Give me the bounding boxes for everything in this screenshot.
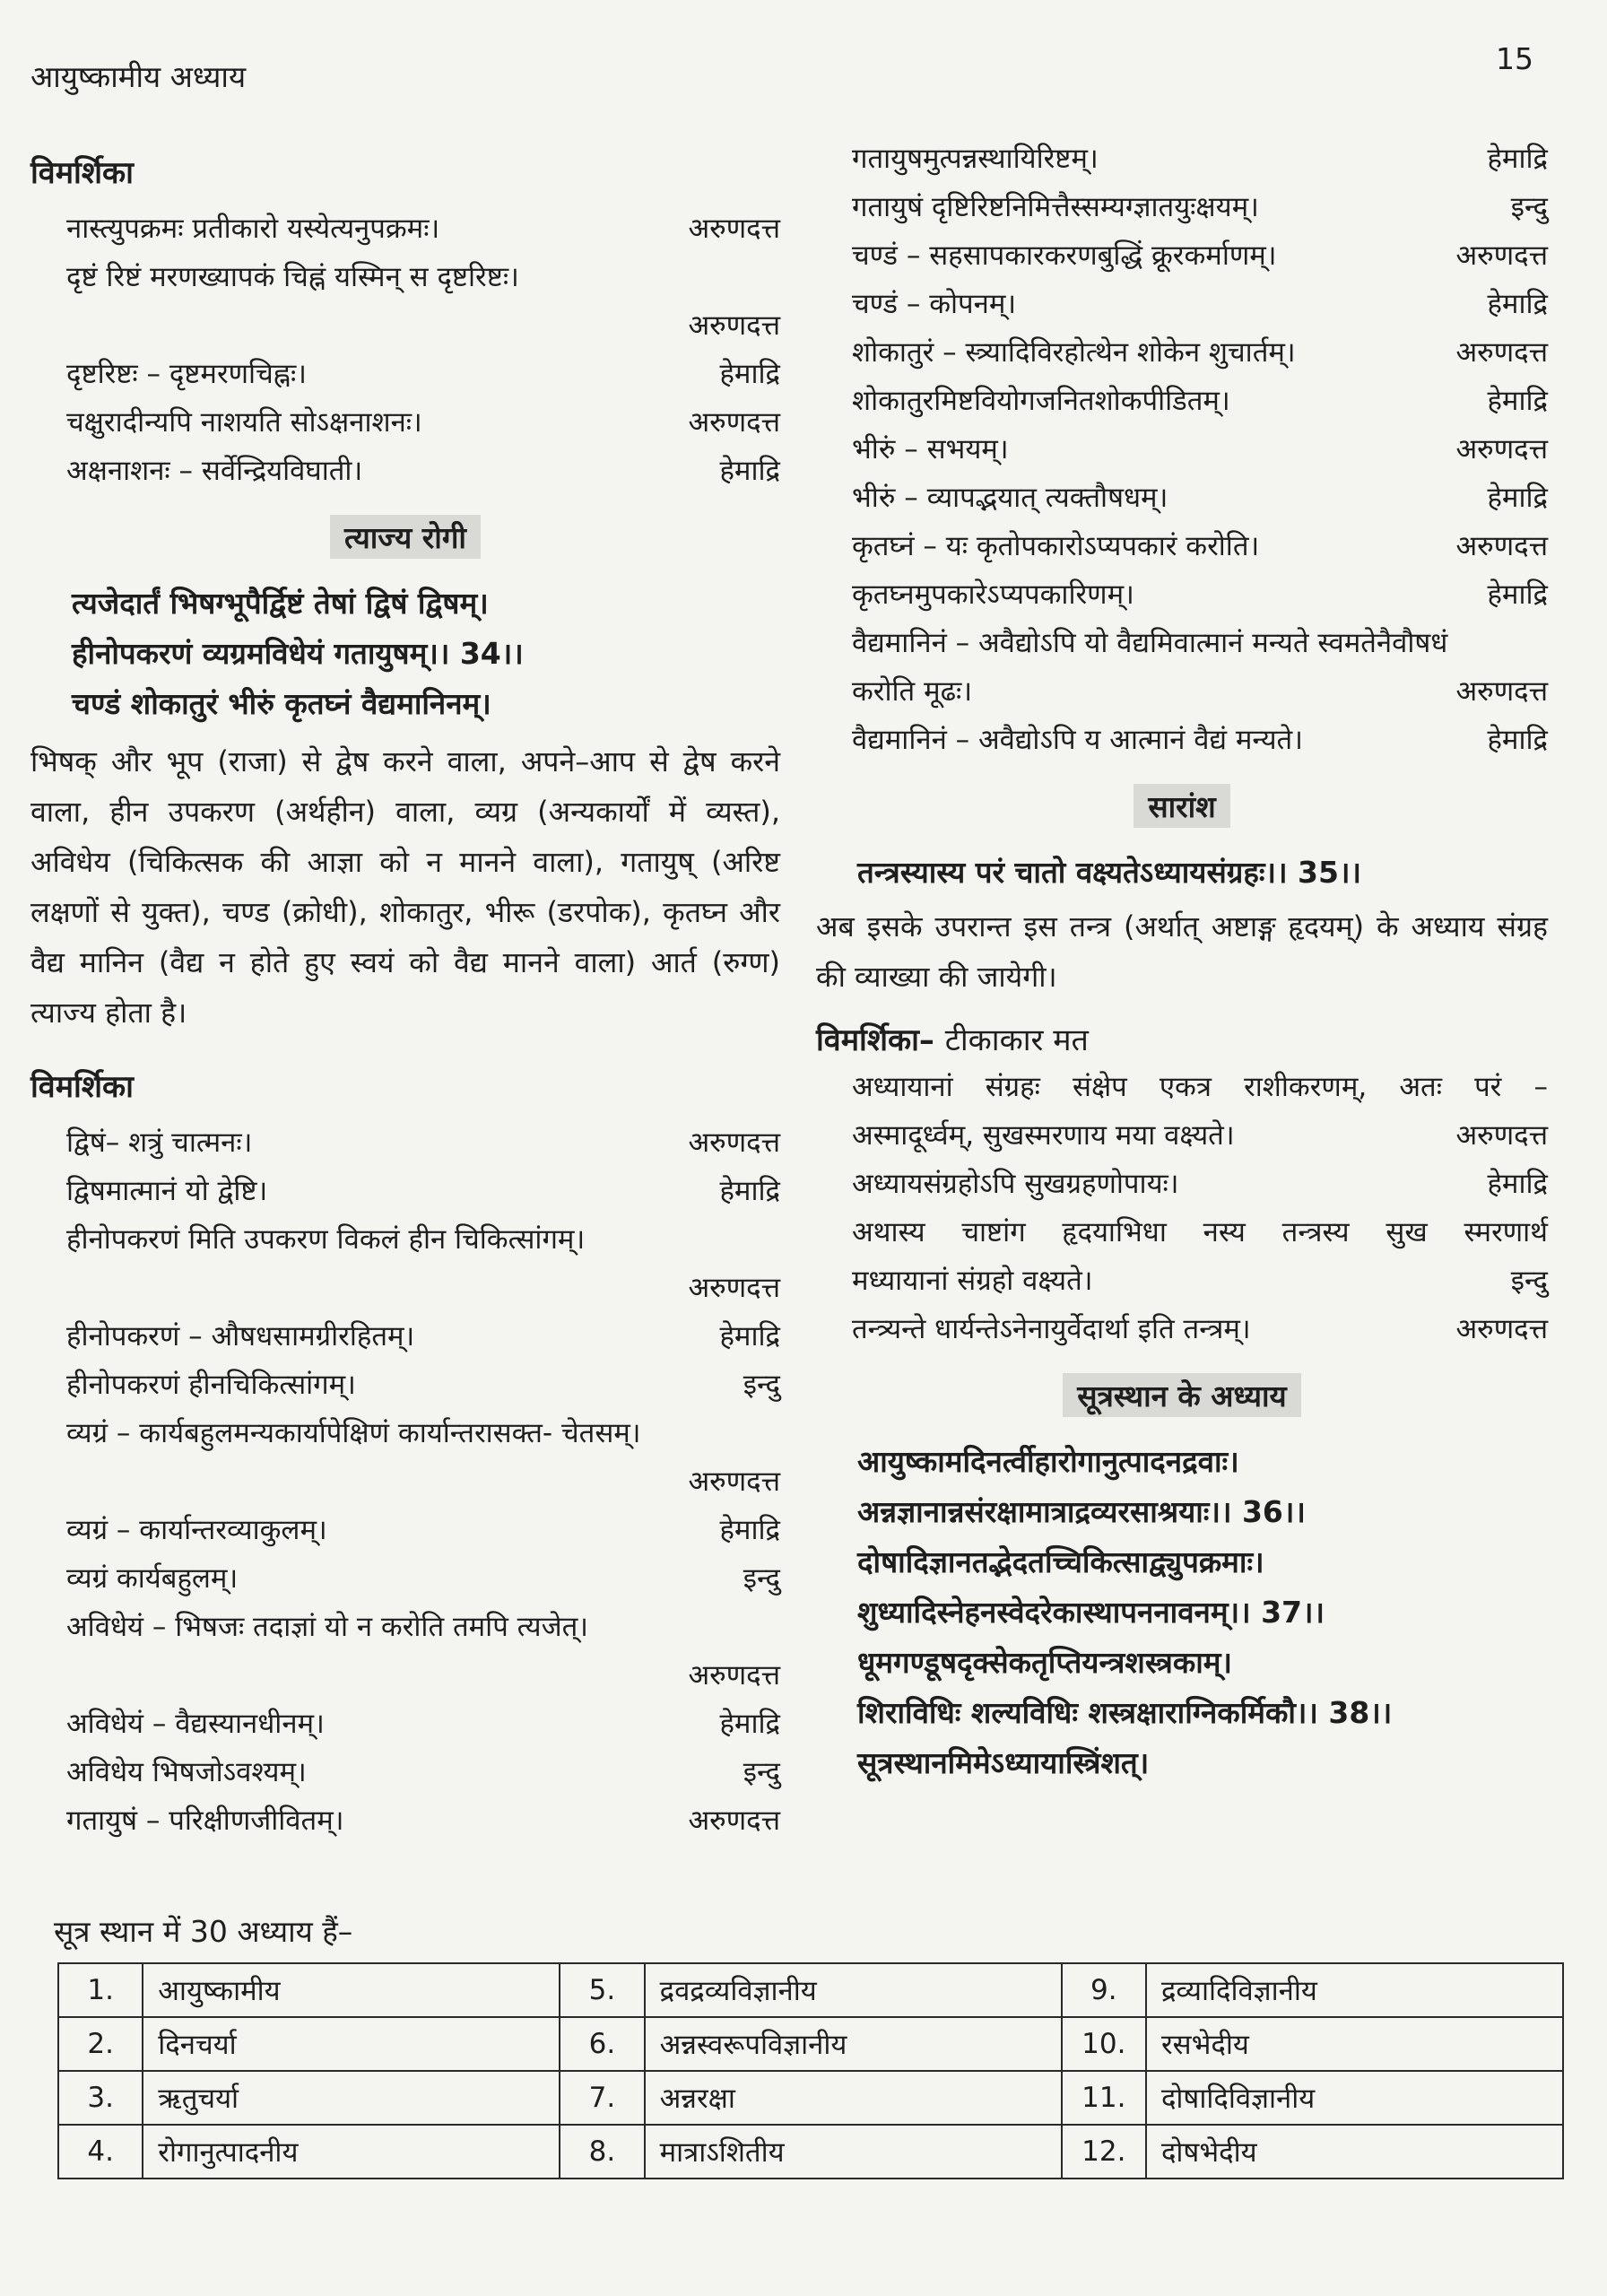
chapter-number: 1. — [58, 1963, 143, 2017]
commentator: अरुणदत्त — [1455, 675, 1548, 708]
commentary-line: गतायुषं दृष्टिरिष्टनिमित्तैस्सम्यग्ज्ञातयुःक्षयम्। इन्दु — [816, 183, 1548, 231]
commentary-line: करोति मूढः। अरुणदत्त — [816, 667, 1548, 716]
commentator: अरुणदत्त — [688, 1659, 780, 1692]
hindi-translation: भिषक् और भूप (राजा) से द्वेष करने वाला, अपने–आप से द्वेष करने वाला, हीन उपकरण (अर्थहीन) वाला, व्यग्र (अन्यकार्यों में व्यस्त), अविधेय (चिकित्सक की आज्ञा को न मानने वाला), गतायुष् (अरिष्ट लक्षणों से युक्त), चण्ड (क्रोधी), शोकातुर, भीरू (डरपोक), कृतघ्न और वैद्य मानिन (वैद्य न होते हुए स्वयं को वैद्य मानने वाला) आर्त (रुग्ण) त्याज्य होता है। — [30, 744, 780, 1030]
vimarshika-heading: विमर्शिका — [30, 1069, 134, 1105]
commentary-line: अविधेयं – भिषजः तदाज्ञां यो न करोति तमपि त्यजेत्। — [66, 1611, 589, 1643]
section-heading — [816, 1373, 1548, 1417]
verse-line: हीनोपकरणं व्यग्रमविधेयं गतायुषम्।। 34।। — [72, 636, 524, 671]
commentary-line: गतायुषमुत्पन्नस्थायिरिष्टम्। हेमाद्रि — [816, 135, 1548, 183]
commentary-line: अविधेयं – वैद्यस्यानधीनम्। हेमाद्रि — [30, 1700, 780, 1748]
commentary-line: गतायुषं – परिक्षीणजीवितम्। अरुणदत्त — [30, 1796, 780, 1845]
commentary-line: अविधेय भिषजोऽवश्यम्। इन्दु — [30, 1748, 780, 1796]
chapter-name: द्रवद्रव्यविज्ञानीय — [645, 1963, 1062, 2017]
commentator: अरुणदत्त — [1455, 336, 1548, 369]
chapter-name: दोषादिविज्ञानीय — [1146, 2071, 1563, 2125]
section-heading — [30, 515, 780, 559]
chapter-number: 3. — [58, 2071, 143, 2125]
commentator: अरुणदत्त — [1455, 1313, 1548, 1345]
chapter-number: 6. — [560, 2017, 644, 2071]
table-row — [58, 1963, 1563, 2017]
chapter-name: ऋतुचर्या — [143, 2071, 560, 2125]
commentary-line: शोकातुरमिष्टवियोगजनितशोकपीडितम्। हेमाद्रि — [816, 377, 1548, 425]
verse-line: सूत्रस्थानमिमेऽध्यायास्त्रिंशत्। — [857, 1745, 1150, 1780]
right-column — [816, 135, 1548, 1788]
commentary-line: चण्डं – कोपनम्। हेमाद्रि — [816, 280, 1548, 328]
commentary-line: कृतघ्नं – यः कृतोपकारोऽप्यपकारं करोति। अरुणदत्त — [816, 522, 1548, 570]
commentator: अरुणदत्त — [1455, 1119, 1548, 1152]
commentary-line: तन्त्र्यन्ते धार्यन्तेऽनेनायुर्वेदार्था इति तन्त्रम्। अरुणदत्त — [816, 1305, 1548, 1353]
chapter-name: रोगानुत्पादनीय — [143, 2125, 560, 2179]
verse-line: आयुष्कामदिनर्त्वीहारोगानुत्पादनद्रवाः। — [857, 1444, 1239, 1479]
chapter-name: अन्नरक्षा — [645, 2071, 1062, 2125]
table-intro: सूत्र स्थान में 30 अध्याय हैं– — [54, 1914, 353, 1949]
commentator: अरुणदत्त — [688, 309, 780, 342]
commentary-line: अध्यायानां संग्रहः संक्षेप एकत्र राशीकरणम्, अतः परं – — [852, 1071, 1548, 1103]
chapter-number: 11. — [1062, 2071, 1146, 2125]
commentator: इन्दु — [743, 1562, 780, 1595]
commentator: अरुणदत्त — [688, 1272, 780, 1304]
commentator: हेमाद्रि — [719, 358, 780, 390]
commentator: हेमाद्रि — [1487, 724, 1548, 756]
commentary-line: वैद्यमानिनं – अवैद्योऽपि यो वैद्यमिवात्मानं मन्यते स्वमतेनैवौषधं — [852, 627, 1448, 659]
chapter-name: आयुष्कामीय — [143, 1963, 560, 2017]
chapter-name: अन्नस्वरूपविज्ञानीय — [645, 2017, 1062, 2071]
commentator: अरुणदत्त — [688, 1126, 780, 1159]
commentator: हेमाद्रि — [719, 1708, 780, 1740]
chapter-name: रसभेदीय — [1146, 2017, 1563, 2071]
commentary-line: व्यग्रं – कार्यान्तरव्याकुलम्। हेमाद्रि — [30, 1506, 780, 1554]
saransh-heading: सारांश — [1134, 784, 1229, 828]
commentary-line: दृष्टं रिष्टं मरणख्यापकं चिह्नं यस्मिन् स दृष्टरिष्टः। — [66, 261, 519, 293]
chapter-number: 12. — [1062, 2125, 1146, 2179]
commentator: हेमाद्रि — [719, 1320, 780, 1352]
commentator: अरुणदत्त — [1455, 239, 1548, 272]
sutrasthana-heading: सूत्रस्थान के अध्याय — [1063, 1373, 1300, 1417]
chapter-number: 2. — [58, 2017, 143, 2071]
verse-line: त्यजेदार्तं भिषग्भूपैर्द्विष्टं तेषां द्विषं द्विषम्। — [72, 586, 489, 621]
page-number: 15 — [1496, 41, 1533, 76]
chapter-name: दिनचर्या — [143, 2017, 560, 2071]
left-column — [30, 151, 780, 1845]
table-row — [58, 2017, 1563, 2071]
commentator: हेमाद्रि — [719, 1514, 780, 1546]
commentator: इन्दु — [743, 1756, 780, 1788]
commentator: हेमाद्रि — [1487, 578, 1548, 611]
commentary-line: मध्यायानां संग्रहो वक्ष्यते। इन्दु — [816, 1257, 1548, 1305]
commentary-line: अक्षनाशनः – सर्वेन्द्रियविघाती। हेमाद्रि — [30, 447, 780, 495]
commentary-line: भीरुं – सभयम्। अरुणदत्त — [816, 425, 1548, 474]
commentary-line: हीनोपकरणं मिति उपकरण विकलं हीन चिकित्सांगम्। — [66, 1223, 586, 1256]
commentary-line: व्यग्रं कार्यबहुलम्। इन्दु — [30, 1554, 780, 1603]
commentary-line: हीनोपकरणं – औषधसामग्रीरहितम्। हेमाद्रि — [30, 1312, 780, 1361]
commentary-line: कृतघ्नमुपकारेऽप्यपकारिणम्। हेमाद्रि — [816, 570, 1548, 619]
chapter-number: 10. — [1062, 2017, 1146, 2071]
chapter-number: 7. — [560, 2071, 644, 2125]
commentary-line: चक्षुरादीन्यपि नाशयति सोऽक्षनाशनः। अरुणदत्त — [30, 398, 780, 447]
hindi-translation: अब इसके उपरान्त इस तन्त्र (अर्थात् अष्टाङ्ग हृदयम्) के अध्याय संग्रह की व्याख्या की जायेगी। — [816, 909, 1548, 994]
verse-line: शुध्यादिस्नेहनस्वेदरेकास्थापननावनम्।। 37।। — [857, 1595, 1325, 1630]
verse-line: तन्त्रस्यास्य परं चातो वक्ष्यतेऽध्यायसंग्रहः।। 35।। — [857, 855, 1361, 890]
commentary-line: दृष्टरिष्टः – दृष्टमरणचिह्नः। हेमाद्रि — [30, 350, 780, 398]
commentator: अरुणदत्त — [688, 1805, 780, 1837]
commentator: अरुणदत्त — [1455, 530, 1548, 562]
verse-line: दोषादिज्ञानतद्भेदतच्चिकित्साद्व्युपक्रमाः। — [857, 1544, 1264, 1579]
chapter-number: 9. — [1062, 1963, 1146, 2017]
commentator: हेमाद्रि — [719, 455, 780, 487]
commentator: हेमाद्रि — [1487, 482, 1548, 514]
chapter-name: दोषभेदीय — [1146, 2125, 1563, 2179]
verse-line: अन्नज्ञानान्नसंरक्षामात्राद्रव्यरसाश्रयाः।। 36।। — [857, 1494, 1306, 1529]
vimarshika-heading: विमर्शिका– टीकाकार मत — [816, 1022, 1089, 1058]
vimarshika-subheading: टीकाकार मत — [944, 1022, 1089, 1058]
commentary-line: वैद्यमानिनं – अवैद्योऽपि य आत्मानं वैद्यं मन्यते। हेमाद्रि — [816, 716, 1548, 764]
chapter-name: मात्राऽशितीय — [645, 2125, 1062, 2179]
commentary-line: अथास्य चाष्टांग हृदयाभिधा नस्य तन्त्रस्य सुख स्मरणार्थ — [852, 1216, 1548, 1248]
commentator: हेमाद्रि — [1487, 1168, 1548, 1200]
section-heading — [816, 784, 1548, 828]
commentary-line: नास्त्युपक्रमः प्रतीकारो यस्येत्यनुपक्रमः। अरुणदत्त — [30, 204, 780, 253]
tyajya-rogi-heading: त्याज्य रोगी — [330, 515, 481, 559]
commentator: अरुणदत्त — [688, 406, 780, 439]
verse-line: चण्डं शोकातुरं भीरुं कृतघ्नं वैद्यमानिनम्। — [72, 686, 491, 721]
commentator: अरुणदत्त — [688, 1465, 780, 1498]
chapter-number: 4. — [58, 2125, 143, 2179]
commentator: अरुणदत्त — [1455, 433, 1548, 465]
commentary-line: द्विषमात्मानं यो द्वेष्टि। हेमाद्रि — [30, 1167, 780, 1215]
commentary-line: अस्मादूर्ध्वम्, सुखस्मरणाय मया वक्ष्यते। अरुणदत्त — [816, 1111, 1548, 1160]
commentary-line: भीरुं – व्यापद्भयात् त्यक्तौषधम्। हेमाद्रि — [816, 474, 1548, 522]
chapter-name: द्रव्यादिविज्ञानीय — [1146, 1963, 1563, 2017]
chapter-number: 8. — [560, 2125, 644, 2179]
commentator: हेमाद्रि — [1487, 143, 1548, 175]
commentary-line: अध्यायसंग्रहोऽपि सुखग्रहणोपायः। हेमाद्रि — [816, 1160, 1548, 1208]
running-header: आयुष्कामीय अध्याय — [30, 59, 247, 94]
commentary-line: व्यग्रं – कार्यबहुलमन्यकार्यापेक्षिणं कार्यान्तरासक्त- चेतसम्। — [66, 1417, 641, 1449]
table-row — [58, 2071, 1563, 2125]
commentator: हेमाद्रि — [1487, 288, 1548, 320]
table-row — [58, 2125, 1563, 2179]
commentator: इन्दु — [743, 1369, 780, 1401]
commentator: हेमाद्रि — [1487, 385, 1548, 417]
commentator: इन्दु — [1510, 1265, 1548, 1297]
commentator: इन्दु — [1510, 191, 1548, 223]
commentary-line: शोकातुरं – स्त्र्यादिविरहोत्थेन शोकेन शुचार्तम्। अरुणदत्त — [816, 328, 1548, 377]
vimarshika-heading: विमर्शिका — [30, 155, 134, 191]
commentator: अरुणदत्त — [688, 213, 780, 245]
verse-line: शिराविधिः शल्यविधिः शस्त्रक्षाराग्निकर्मिकौ।। 38।। — [857, 1695, 1393, 1730]
commentary-line: चण्डं – सहसापकारकरणबुद्धिं क्रूरकर्माणम्। अरुणदत्त — [816, 231, 1548, 280]
chapter-table — [57, 1962, 1564, 2179]
chapter-number: 5. — [560, 1963, 644, 2017]
commentary-line: हीनोपकरणं हीनचिकित्सांगम्। इन्दु — [30, 1361, 780, 1409]
verse-line: धूमगण्डूषदृक्सेकतृप्तियन्त्रशस्त्रकाम्। — [857, 1645, 1233, 1680]
commentator: हेमाद्रि — [719, 1175, 780, 1207]
commentary-line: द्विषं– शत्रुं चात्मनः। अरुणदत्त — [30, 1118, 780, 1167]
